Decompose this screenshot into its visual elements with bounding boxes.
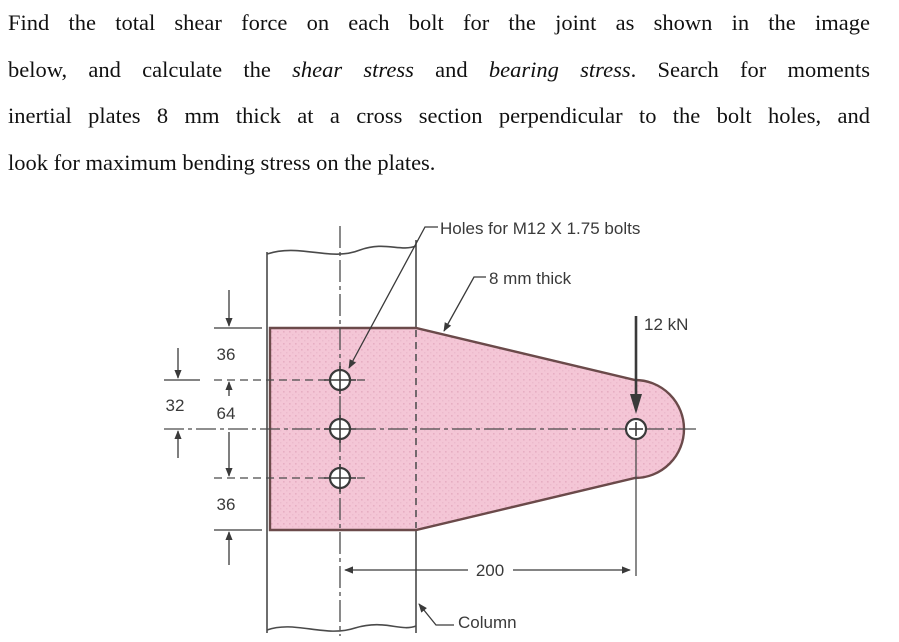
dimension-32-label: 32 bbox=[165, 396, 185, 415]
shear-stress-term: shear stress bbox=[292, 56, 414, 82]
dimension-36-top-label: 36 bbox=[216, 345, 236, 364]
problem-line-1: Find the total shear force on each bolt for the joint as shown in the image bbox=[8, 10, 870, 35]
holes-label: Holes for M12 X 1.75 bolts bbox=[440, 219, 641, 238]
dimension-36-bottom-label: 36 bbox=[216, 495, 236, 514]
problem-line-2-end: . Search for moments bbox=[630, 56, 871, 82]
column-bottom-break bbox=[267, 625, 416, 631]
problem-line-2-start: below, and calculate the bbox=[8, 56, 293, 82]
load-arrow bbox=[630, 316, 642, 414]
problem-line-2-and: and bbox=[413, 56, 489, 82]
column-leader bbox=[419, 604, 454, 625]
column-label: Column bbox=[458, 613, 517, 632]
problem-line-4: look for maximum bending stress on the plates. bbox=[8, 149, 436, 175]
load-label: 12 kN bbox=[644, 315, 689, 334]
thickness-label: 8 mm thick bbox=[489, 269, 572, 288]
dimension-200-label: 200 bbox=[475, 561, 505, 580]
column-top-break bbox=[267, 246, 416, 254]
dimension-64-label: 64 bbox=[216, 404, 236, 423]
thickness-leader bbox=[444, 277, 486, 331]
bearing-stress-term: bearing stress bbox=[488, 56, 631, 82]
problem-line-3: inertial plates 8 mm thick at a cross section perpendicular to the bolt holes, and bbox=[8, 103, 870, 128]
left-dimensions bbox=[164, 290, 262, 565]
